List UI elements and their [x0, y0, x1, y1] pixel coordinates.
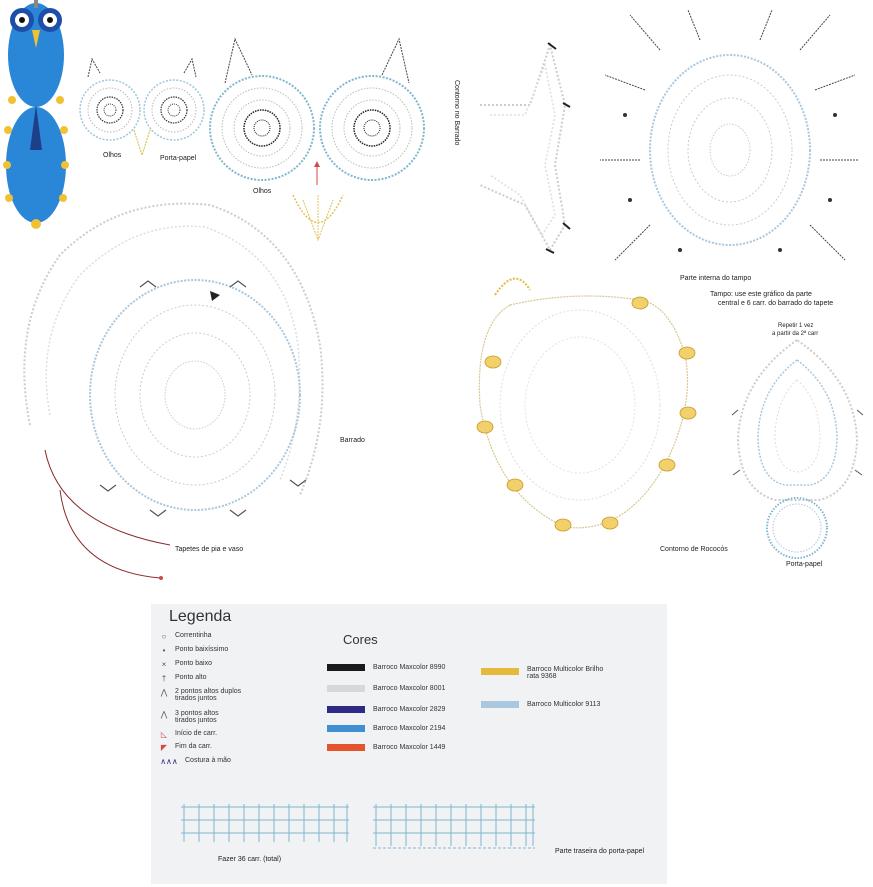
color-name: Barroco Maxcolor 8001 — [373, 685, 446, 692]
end-row-icon: ◤ — [160, 743, 168, 752]
legend-symbol-text2: tirados juntos — [175, 717, 217, 724]
color-swatch — [327, 685, 365, 692]
parte-interna-tampo-diagram — [600, 10, 860, 270]
legend-symbol-row — [157, 688, 241, 702]
color-name-line2: rata 9368 — [527, 673, 557, 680]
label-olhos-large: Olhos — [253, 188, 272, 195]
legend-symbol-label — [175, 710, 219, 724]
small-eyes-diagram — [78, 55, 208, 165]
color-name: Barroco Maxcolor 1449 — [373, 744, 446, 751]
color-swatch — [327, 725, 365, 732]
chain-stitch-icon: ○ — [161, 632, 167, 641]
label-tampo-note-2: central e 6 carr. do barrado do tapete — [718, 300, 834, 307]
color-swatch — [327, 706, 365, 713]
stitch-grid-right — [373, 802, 538, 854]
label-contorno-barrado: Contorno no Barrado — [453, 80, 460, 146]
legend-symbol-row — [157, 646, 228, 655]
large-eyes-diagram — [207, 35, 437, 195]
color-row — [481, 701, 600, 708]
label-tapetes: Tapetes de pia e vaso — [175, 546, 244, 553]
label-porta-papel: Porta-papel — [786, 561, 823, 568]
cores-title: Cores — [343, 632, 378, 647]
stitch-grid-left — [181, 802, 351, 844]
legend-symbol-label — [175, 688, 241, 702]
legend-symbol-row — [157, 757, 231, 766]
label-fazer: Fazer 36 carr. (total) — [218, 856, 282, 863]
slip-stitch-icon: • — [162, 646, 166, 655]
label-barrado: Barrado — [340, 437, 365, 444]
color-swatch — [327, 744, 365, 751]
color-row — [481, 666, 603, 680]
double-crochet-icon: † — [161, 674, 167, 683]
two-treble-together-icon: ⋀ — [160, 688, 168, 697]
legend-symbol-label: Correntinha — [175, 632, 212, 639]
legend-symbol-label: Costura à mão — [185, 757, 231, 764]
color-row — [327, 685, 445, 692]
label-parte-traseira: Parte traseira do porta-papel — [555, 848, 645, 855]
label-olhos-small: Olhos — [103, 152, 122, 159]
legend-symbol-row — [157, 743, 212, 752]
legend-symbol-row — [157, 660, 212, 669]
single-crochet-icon: × — [161, 660, 167, 669]
legend-symbol-label: Ponto baixo — [175, 660, 212, 667]
contorno-barrado-diagram — [470, 35, 580, 255]
legend-symbol-label: Ponto baixíssimo — [175, 646, 229, 653]
legend-panel — [151, 604, 667, 884]
legend-symbol-text: 2 pontos altos duplos — [175, 688, 242, 695]
legend-symbol-label: Fim da carr. — [175, 743, 212, 750]
legend-symbol-row — [157, 710, 219, 724]
legend-symbol-row — [157, 632, 212, 641]
label-tampo-note-1: Tampo: use este gráfico da parte — [710, 291, 812, 298]
contorno-rococos-diagram — [455, 265, 720, 545]
legend-symbol-text2: tirados juntos — [175, 695, 217, 702]
three-dc-together-icon: ⋀ — [160, 710, 168, 719]
hand-sewing-icon: ∧∧∧ — [160, 757, 178, 766]
label-repetir-1: Repetir 1 vez — [778, 323, 814, 329]
color-row — [327, 706, 445, 713]
porta-papel-diagram — [730, 340, 865, 565]
label-porta-papel-small: Porta-papel — [160, 155, 197, 162]
color-row — [327, 744, 445, 751]
color-row — [327, 664, 445, 671]
label-contorno-rococos: Contorno de Rococós — [660, 546, 728, 553]
legend-symbol-label: Ponto alto — [175, 674, 207, 681]
color-name: Barroco Maxcolor 2194 — [373, 725, 446, 732]
arrow-decoration — [60, 490, 170, 585]
legend-title: Legenda — [169, 608, 232, 625]
color-name: Barroco Multicolor 9113 — [527, 701, 601, 708]
start-row-icon: ◺ — [160, 730, 168, 739]
color-swatch — [327, 664, 365, 671]
color-name: Barroco Maxcolor 8990 — [373, 664, 446, 671]
label-repetir-2: a partir da 2ª carr — [772, 331, 819, 337]
label-parte-interna: Parte interna do tampo — [680, 275, 752, 282]
color-name-line1: Barroco Multicolor Brilho — [527, 666, 604, 673]
color-name — [527, 666, 603, 680]
barrado-diagram — [0, 195, 335, 540]
color-name: Barroco Maxcolor 2829 — [373, 706, 446, 713]
legend-symbol-label: Início de carr. — [175, 730, 218, 737]
color-swatch — [481, 668, 519, 675]
legend-symbol-row — [157, 730, 217, 739]
color-row — [327, 725, 445, 732]
color-swatch — [481, 701, 519, 708]
legend-symbol-text: 3 pontos altos — [175, 710, 219, 717]
legend-symbol-row — [157, 674, 207, 683]
